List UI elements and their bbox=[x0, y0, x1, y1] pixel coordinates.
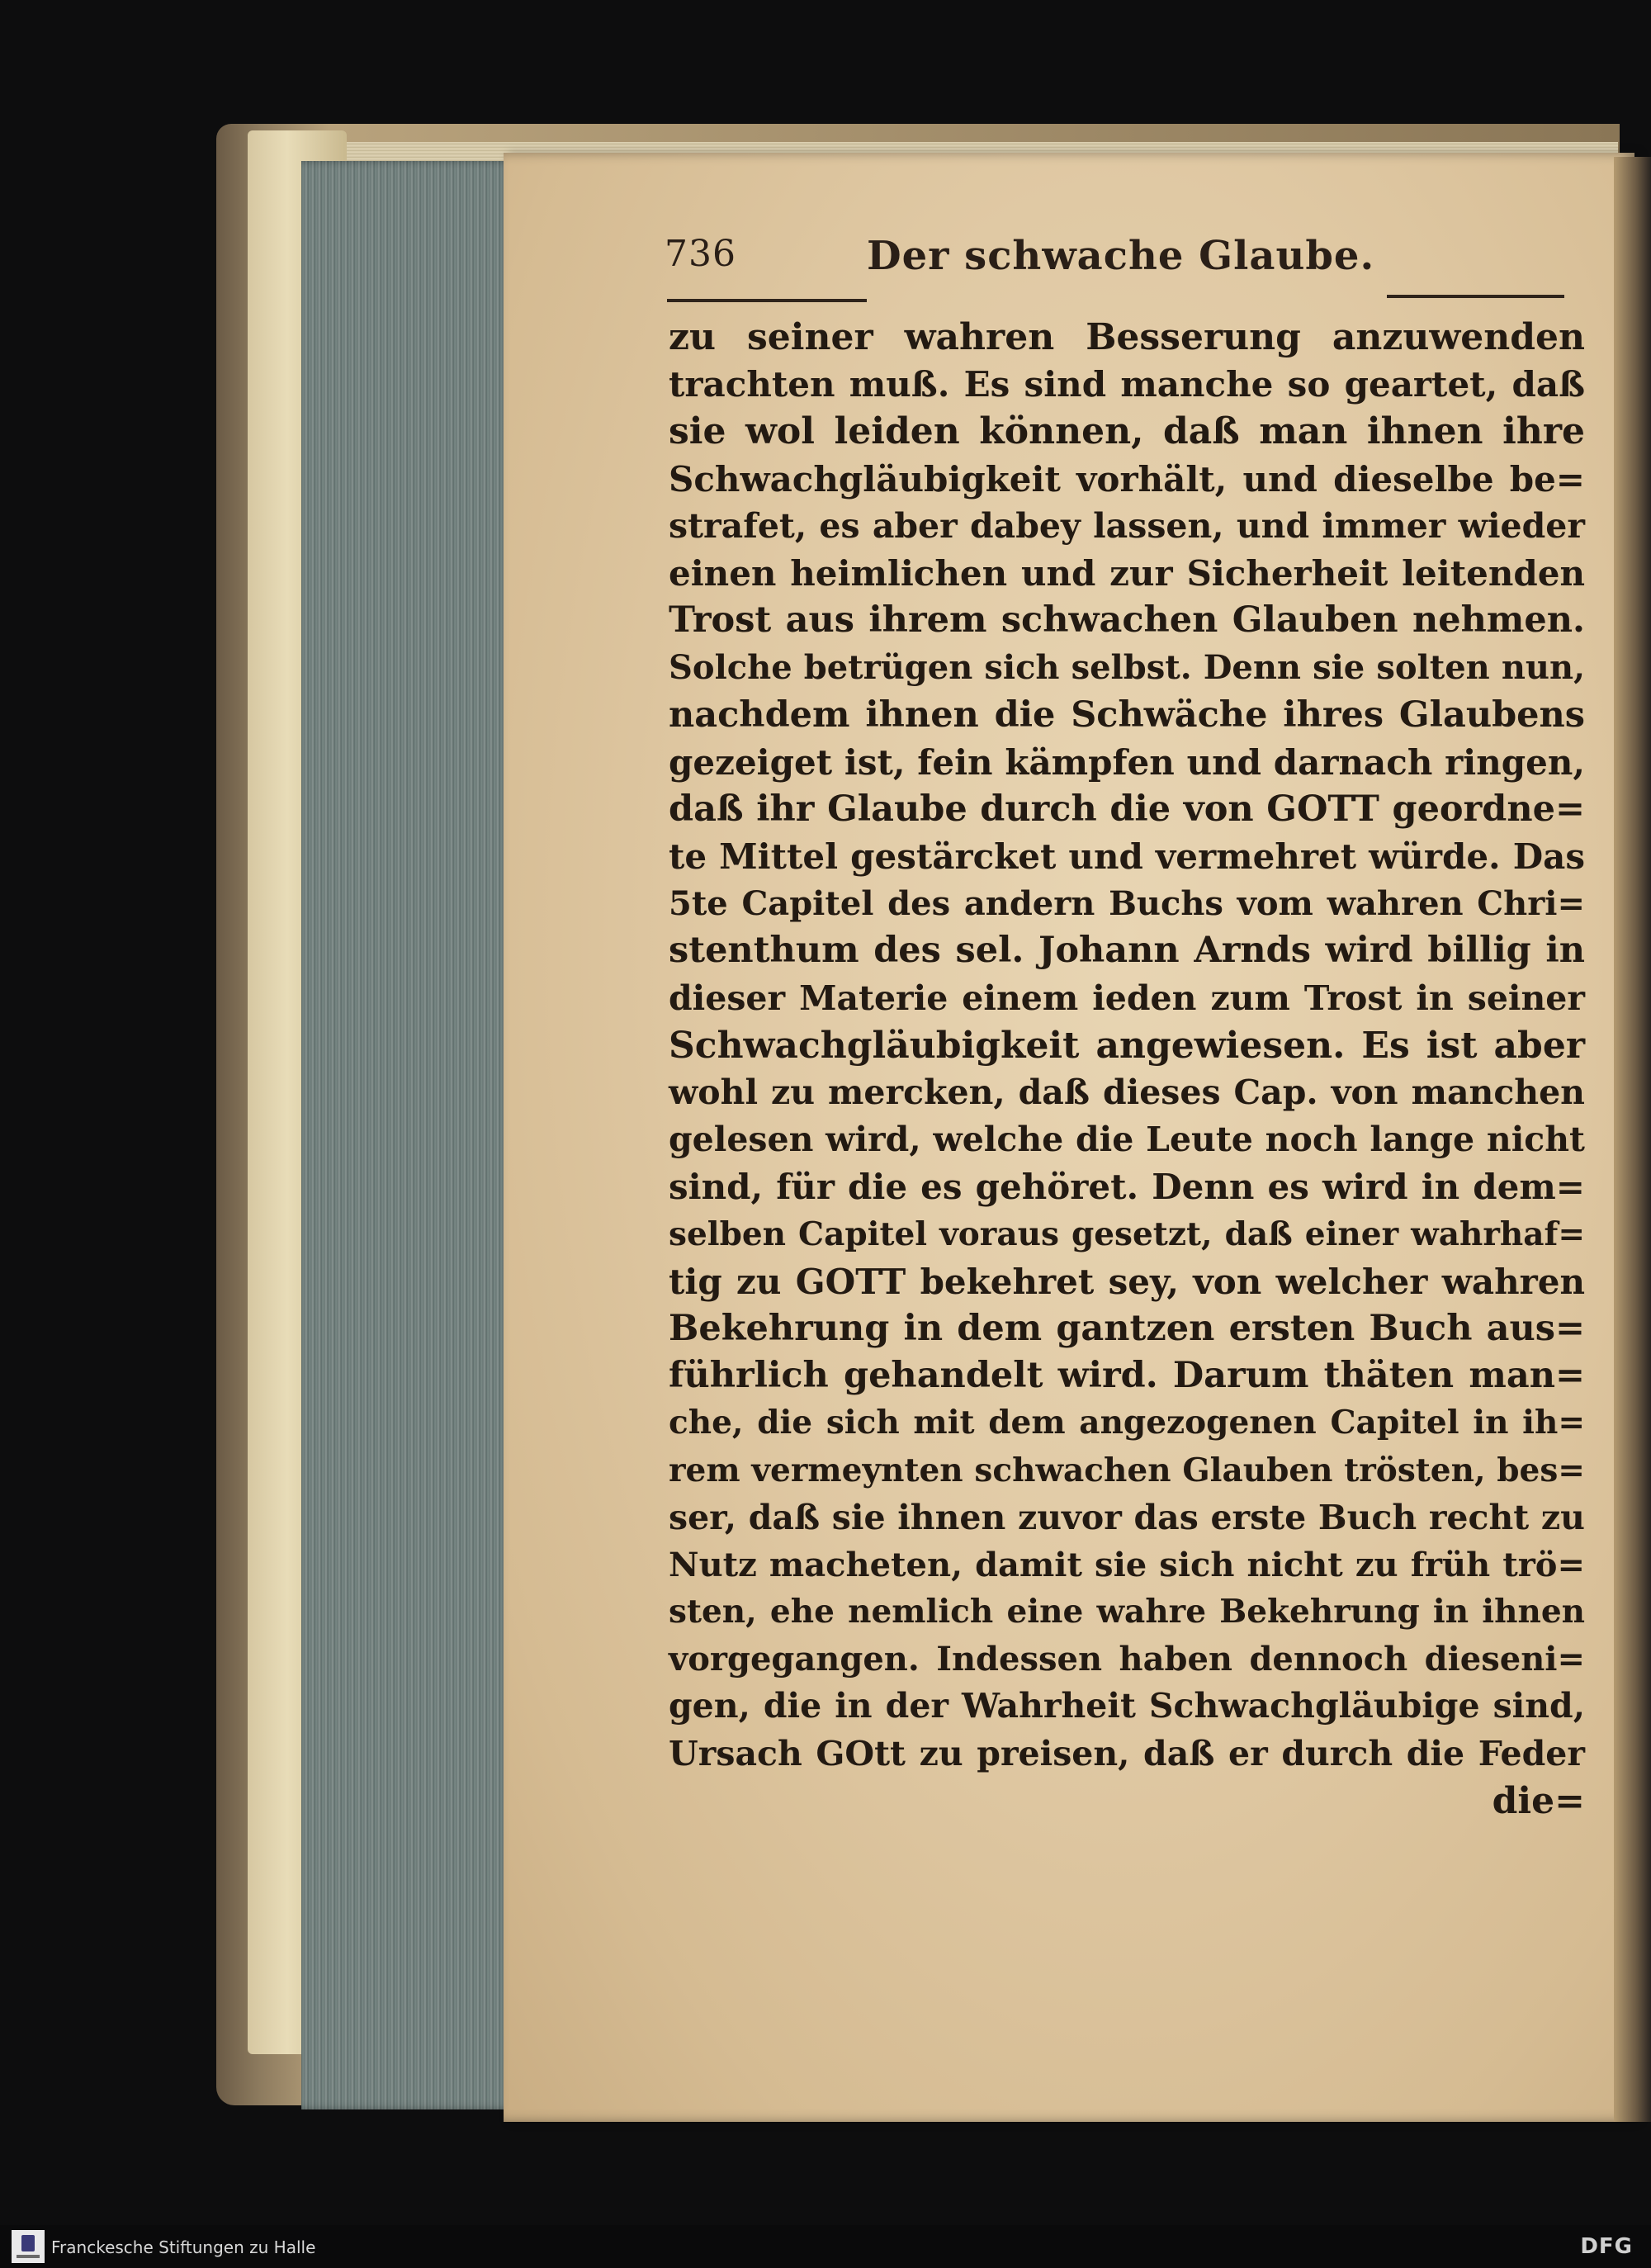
text-line: trachten muß. Es sind manche so geartet, daß bbox=[669, 364, 1585, 405]
text-line: gelesen wird, welche die Leute noch lange nicht bbox=[669, 1120, 1585, 1160]
text-line: dieser Materie einem ieden zum Trost in seiner bbox=[669, 978, 1585, 1018]
page-block-edges bbox=[301, 161, 516, 2109]
page-number: 736 bbox=[665, 233, 736, 275]
catchword: die= bbox=[1492, 1779, 1585, 1822]
footer-bar bbox=[0, 2225, 1651, 2268]
text-line: ser, daß sie ihnen zuvor das erste Buch recht zu bbox=[669, 1497, 1585, 1537]
text-line: Schwachgläubigkeit vorhält, und dieselbe be= bbox=[669, 458, 1585, 500]
text-line: sie wol leiden können, daß man ihnen ihre bbox=[669, 410, 1585, 453]
institution-logo-icon bbox=[12, 2230, 45, 2263]
text-line: gezeiget ist, fein kämpfen und darnach ringen, bbox=[669, 741, 1585, 783]
text-line: Nutz macheten, damit sie sich nicht zu früh trö= bbox=[669, 1545, 1585, 1584]
text-line: einen heimlichen und zur Sicherheit leitenden bbox=[669, 552, 1585, 594]
header-title: Der schwache Glaube. bbox=[867, 233, 1375, 279]
text-line: Schwachgläubigkeit angewiesen. Es ist aber bbox=[669, 1024, 1585, 1067]
text-line: che, die sich mit dem angezogenen Capitel in ih= bbox=[669, 1404, 1585, 1442]
text-line: rem vermeynten schwachen Glauben trösten, bes= bbox=[669, 1451, 1585, 1489]
text-line: stenthum des sel. Johann Arnds wird billig in bbox=[669, 930, 1585, 972]
header-rule-left bbox=[667, 299, 867, 302]
text-line: nachdem ihnen die Schwäche ihres Glaubens bbox=[669, 694, 1585, 736]
text-line: strafet, es aber dabey lassen, und immer wieder bbox=[669, 505, 1585, 546]
text-line: Bekehrung in dem gantzen ersten Buch aus= bbox=[669, 1307, 1585, 1349]
text-line: tig zu GOTT bekehret sey, von welcher wahren bbox=[669, 1261, 1585, 1302]
running-head bbox=[665, 233, 1573, 291]
text-line: wohl zu mercken, daß dieses Cap. von manchen bbox=[669, 1072, 1585, 1112]
text-line: selben Capitel voraus gesetzt, daß einer wahrhaf= bbox=[669, 1214, 1585, 1253]
text-line: sten, ehe nemlich eine wahre Bekehrung in ihnen bbox=[669, 1593, 1585, 1631]
institution-name: Franckesche Stiftungen zu Halle bbox=[51, 2237, 316, 2257]
text-line: Solche betrügen sich selbst. Denn sie solten nun, bbox=[669, 648, 1585, 688]
dfg-brand: DFG bbox=[1580, 2234, 1633, 2259]
page-gutter-shadow bbox=[1614, 157, 1651, 2122]
header-rule-right bbox=[1387, 295, 1564, 298]
text-line: sind, für die es gehöret. Denn es wird in dem= bbox=[669, 1167, 1585, 1208]
text-line: zu seiner wahren Besserung anzuwenden bbox=[669, 316, 1585, 358]
text-line: daß ihr Glaube durch die von GOTT geordne= bbox=[669, 788, 1585, 830]
text-line: vorgegangen. Indessen haben dennoch dieseni= bbox=[669, 1640, 1585, 1679]
text-line: gen, die in der Wahrheit Schwachgläubige sind, bbox=[669, 1686, 1585, 1726]
text-line: Trost aus ihrem schwachen Glauben nehmen. bbox=[669, 599, 1585, 642]
text-line: Ursach GOtt zu preisen, daß er durch die Feder bbox=[669, 1733, 1585, 1773]
text-line: führlich gehandelt wird. Darum thäten man= bbox=[669, 1355, 1585, 1397]
text-line: 5te Capitel des andern Buchs vom wahren Chri= bbox=[669, 884, 1585, 924]
body-text bbox=[669, 314, 1585, 1825]
text-line: te Mittel gestärcket und vermehret würde. Das bbox=[669, 836, 1585, 878]
